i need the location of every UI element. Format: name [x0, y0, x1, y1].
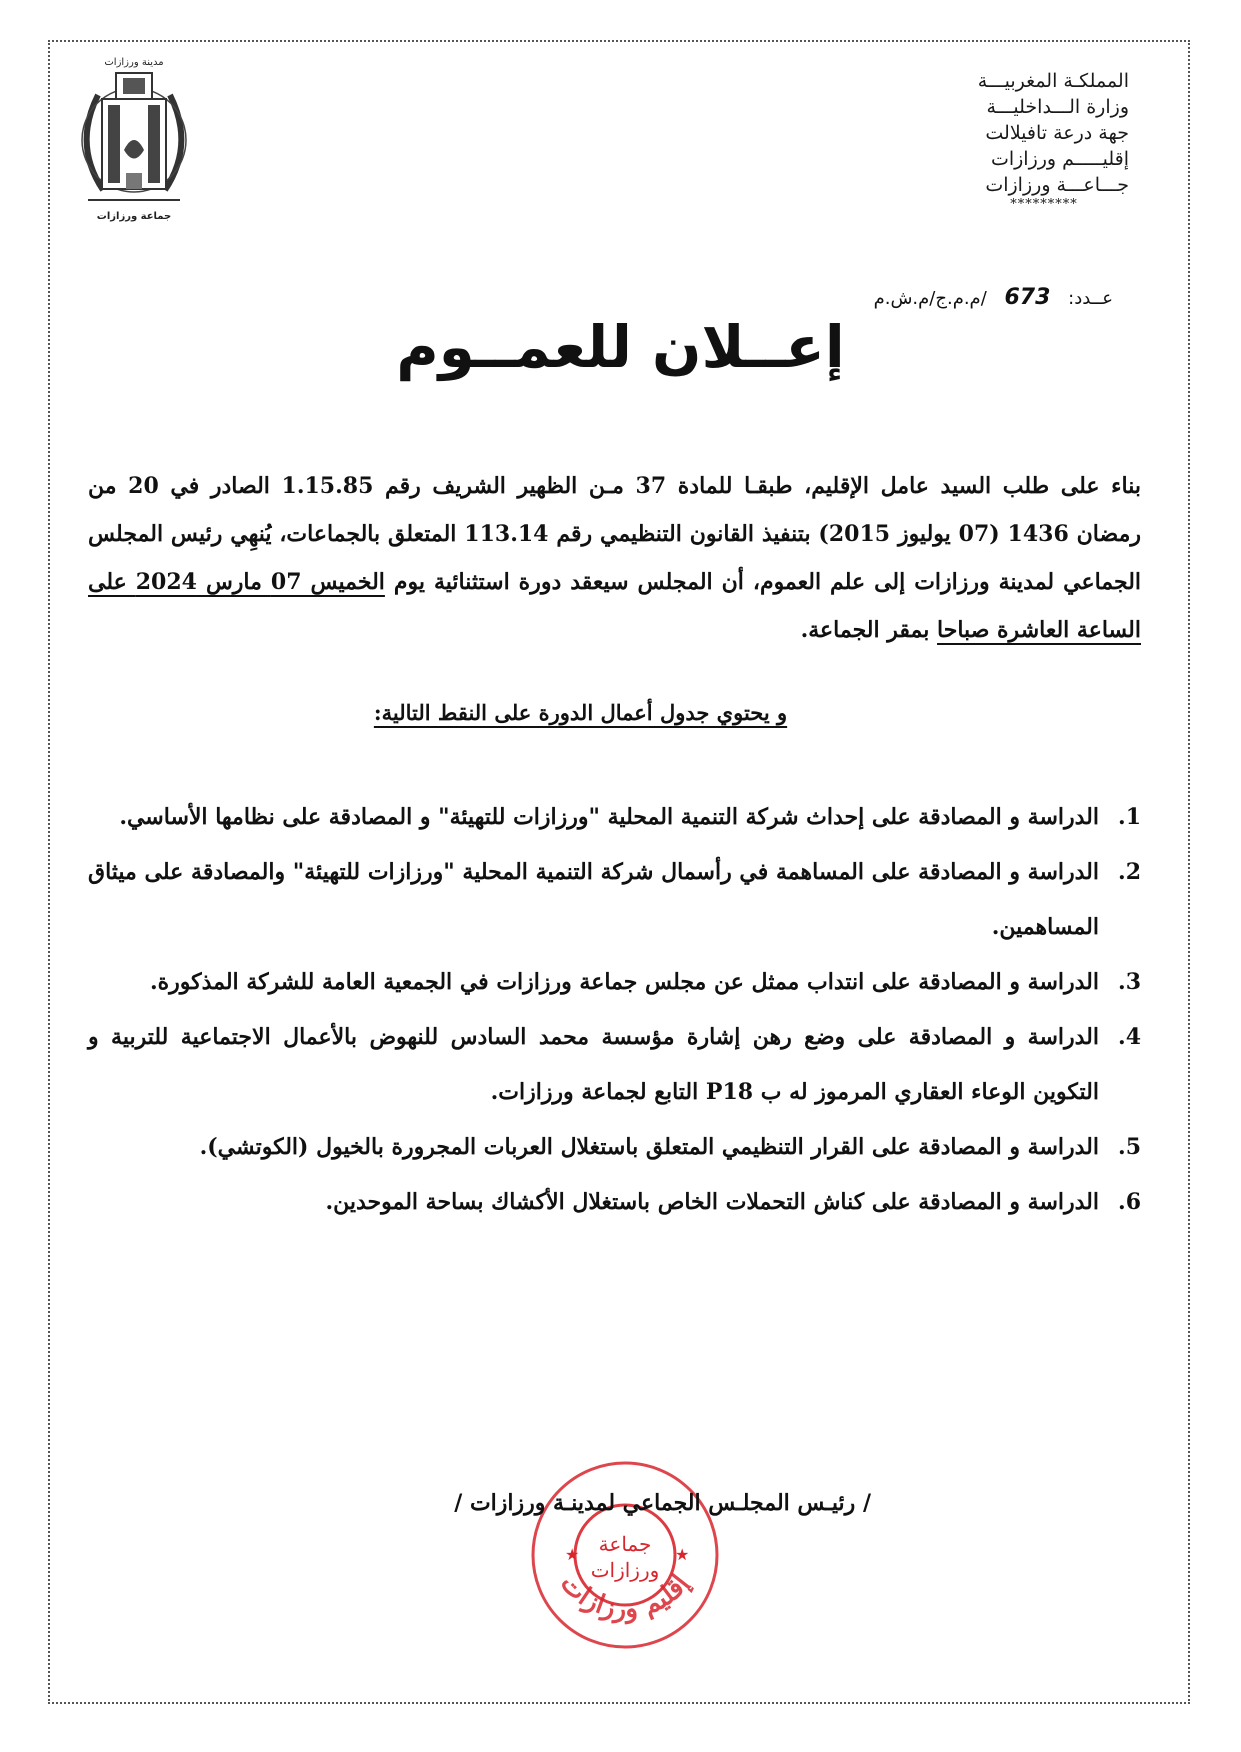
page-title: إعــلان للعمــوم [396, 313, 845, 381]
agenda-item-text: الدراسة و المصادقة على كناش التحملات الخاص باستغلال الأكشاك بساحة الموحدين. [325, 1189, 1099, 1215]
svg-text:★: ★ [675, 1545, 690, 1564]
agenda-item-text: الدراسة و المصادقة على القرار التنظيمي المتعلق باستغلال العربات المجرورة بالخيول (الكوتشي). [199, 1134, 1099, 1160]
reference-value: 673 [1004, 285, 1051, 310]
agenda-list [88, 790, 1141, 1230]
signature-line: / رئيـس المجلـس الجماعي لمدينـة ورزازات / [454, 1490, 871, 1516]
agenda-item [88, 1175, 1141, 1230]
intro-text: بناء على طلب السيد عامل الإقليم، طبقـا للمادة 37 مـن الظهير الشريف رقم 1.15.85 الصادر في 20 من رمضان 1436 (07 يوليوز 2015) بتنفيذ القانون التنظيمي رقم 113.14 المتعلق بالجماعات، يُنهِي رئيس المجلس الجماعي لمدينة ورزازات إلى علم العموم، أن المجلس سيعقد دورة استثنائية يوم [88, 473, 1142, 595]
agenda-item [88, 1120, 1141, 1175]
header-line-province: إقليـــــم ورزازات [990, 148, 1129, 170]
agenda-item-number: 4. [1118, 1024, 1141, 1050]
official-stamp [525, 1445, 725, 1655]
reference-label: عــدد: [1068, 288, 1113, 309]
reference-code: /م.م.ج/م.ش.م [873, 288, 987, 309]
header-line-region: جهة درعة تافيلالت [985, 122, 1129, 144]
agenda-item-number: 5. [1118, 1134, 1141, 1160]
stamp-inner-line-1: جماعة [598, 1532, 652, 1556]
agenda-item-number: 2. [1118, 859, 1141, 885]
intro-location: بمقر الجماعة. [800, 617, 930, 643]
agenda-heading: و يحتوي جدول أعمال الدورة على النقط التالية: [373, 700, 788, 725]
header-stars: ********* [1010, 197, 1078, 212]
svg-text:★: ★ [565, 1545, 580, 1564]
agenda-item-text: الدراسة و المصادقة على انتداب ممثل عن مجلس جماعة ورزازات في الجمعية العامة للشركة المذكورة. [149, 969, 1099, 995]
logo-bottom-text: جماعة ورزازات [96, 211, 172, 222]
stamp-outer-text: إقليم ورزازات [554, 1568, 696, 1625]
logo-top-text: مدينة ورزازات [104, 57, 164, 68]
header-line-ministry: وزارة الـــداخليـــة [986, 96, 1129, 118]
agenda-item [88, 1010, 1141, 1120]
agenda-item [88, 845, 1141, 955]
header-line-kingdom: المملكـة المغربيـــة [977, 70, 1129, 92]
agenda-item-text: الدراسة و المصادقة على إحداث شركة التنمية المحلية "ورزازات للتهيئة" و المصادقة على نظامها الأساسي. [119, 804, 1099, 830]
stamp-inner-line-2: ورزازات [590, 1558, 660, 1582]
header-line-commune: جـــاعـــة ورزازات [985, 174, 1129, 196]
agenda-item-number: 1. [1118, 804, 1141, 830]
municipal-emblem-logo [68, 55, 200, 225]
agenda-item-number: 6. [1118, 1189, 1141, 1215]
agenda-item [88, 790, 1141, 845]
agenda-item-text: الدراسة و المصادقة على وضع رهن إشارة مؤسسة محمد السادس للنهوض بالأعمال الاجتماعية للتربية و التكوين الوعاء العقاري المرموز له ب P18 التابع لجماعة ورزازات. [88, 1024, 1099, 1105]
reference-number [874, 285, 1113, 310]
agenda-item-number: 3. [1118, 969, 1141, 995]
intro-paragraph [88, 462, 1141, 654]
agenda-item [88, 955, 1141, 1010]
session-date: الخميس 07 مارس 2024 على الساعة العاشرة صباحا [88, 569, 1141, 643]
ministry-header [929, 68, 1129, 212]
agenda-item-text: الدراسة و المصادقة على المساهمة في رأسمال شركة التنمية المحلية "ورزازات للتهيئة" والمصادقة على ميثاق المساهمين. [88, 859, 1099, 940]
